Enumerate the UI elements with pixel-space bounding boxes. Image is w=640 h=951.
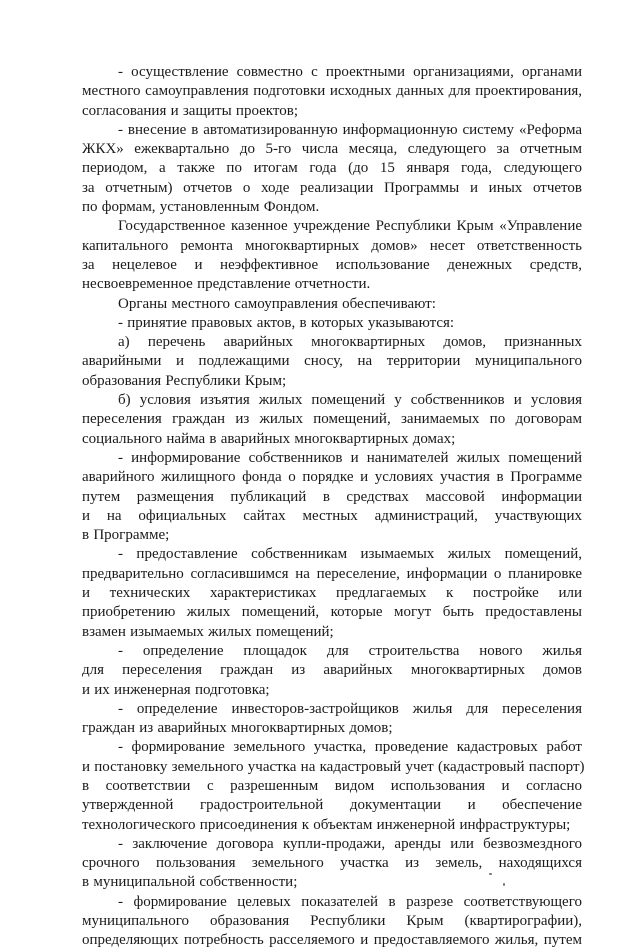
paragraph-item-a: [82, 333, 582, 391]
paragraph-land-plot: [82, 738, 585, 834]
text-line: социального найма в аварийных многоквартирных домах;: [82, 430, 456, 447]
text-line: - заключение договора купли-продажи, аренды или безвозмездного: [118, 835, 582, 852]
paragraph-project-cooperation: [82, 63, 582, 121]
paragraph-reform-zhkh: [82, 121, 582, 217]
scan-speck: [503, 883, 505, 886]
text-line: аварийного жилищного фонда о порядке и условиях участия в Программе: [82, 469, 582, 486]
text-line: для переселения граждан из аварийных многоквартирных домов: [82, 662, 582, 679]
text-line: согласования и защиты проектов;: [82, 102, 298, 119]
paragraph-providing-info: [82, 545, 582, 641]
text-line: утвержденной градостроительной документации и обеспечение: [82, 797, 582, 814]
paragraph-construction-sites: [82, 642, 582, 700]
text-line: несвоевременное представление отчетности.: [82, 276, 371, 293]
text-line: в Программе;: [82, 527, 170, 544]
text-line: и технических характеристиках предлагаемых к постройке или: [82, 585, 582, 602]
text-line: предварительно согласившимся на переселение, информации о планировке: [82, 565, 582, 582]
text-line: - формирование земельного участка, проведение кадастровых работ: [118, 739, 582, 756]
text-line: капитального ремонта многоквартирных домов» несет ответственность: [82, 237, 582, 254]
text-line: ЖКХ» ежеквартально до 5-го числа месяца, следующего за отчетным: [82, 141, 582, 158]
text-line: - информирование собственников и нанимателей жилых помещений: [118, 449, 582, 466]
paragraph-legal-acts: [82, 314, 582, 333]
text-line: - принятие правовых актов, в которых указываются:: [118, 314, 455, 331]
text-line: местного самоуправления подготовки исходных данных для проектирования,: [82, 83, 582, 100]
text-line: а) перечень аварийных многоквартирных домов, признанных: [118, 334, 582, 351]
text-line: по формам, установленным Фондом.: [82, 199, 320, 216]
scan-speck: [489, 873, 492, 875]
text-line: - определение площадок для строительства нового жилья: [118, 642, 582, 659]
text-line: переселения граждан из жилых помещений, занимаемых по договорам: [82, 411, 582, 428]
text-line: приобретению жилых помещений, которые могут быть предоставлены: [82, 604, 582, 621]
text-line: - осуществление совместно с проектными организациями, органами: [118, 64, 582, 80]
text-line: образования Республики Крым;: [82, 372, 287, 389]
paragraph-investors: [82, 700, 582, 739]
paragraph-land-contract: [82, 835, 582, 893]
text-line: и постановку земельного участка на кадастровый учет (кадастровый паспорт): [82, 758, 585, 775]
text-line: - предоставление собственникам изымаемых жилых помещений,: [118, 546, 582, 563]
text-line: - формирование целевых показателей в разрезе соответствующего: [118, 893, 582, 910]
text-line: муниципального образования Республики Крым (квартирографии),: [82, 913, 582, 930]
text-line: технологического присоединения к объектам инженерной инфраструктуры;: [82, 816, 571, 833]
document-body: [82, 63, 585, 951]
text-line: - определение инвесторов-застройщиков жилья для переселения: [118, 700, 582, 717]
paragraph-responsibility: [82, 217, 582, 294]
text-line: периодом, а также по итогам года (до 15 января года, следующего: [82, 160, 582, 177]
text-line: за отчетным) отчетов о ходе реализации Программы и иных отчетов: [82, 179, 582, 196]
text-line: и на официальных сайтах местных администраций, участвующих: [82, 507, 582, 524]
text-line: путем размещения публикаций в средствах массовой информации: [82, 488, 582, 505]
text-line: определяющих потребность расселяемого и предоставляемого жилья, путем: [82, 932, 582, 949]
paragraph-local-authorities: [82, 295, 582, 314]
text-line: - внесение в автоматизированную информационную систему «Реформа: [118, 121, 582, 138]
paragraph-target-indicators: [82, 893, 582, 951]
text-line: Органы местного самоуправления обеспечивают:: [118, 295, 436, 312]
text-line: б) условия изъятия жилых помещений у собственников и условия: [118, 392, 582, 409]
text-line: в соответствии с разрешенным видом использования и согласно: [82, 777, 582, 794]
text-line: взамен изымаемых жилых помещений;: [82, 623, 334, 640]
text-line: и их инженерная подготовка;: [82, 681, 270, 698]
text-line: граждан из аварийных многоквартирных домов;: [82, 720, 393, 737]
text-line: в муниципальной собственности;: [82, 874, 298, 891]
text-line: срочного пользования земельного участка из земель, находящихся: [82, 855, 582, 872]
text-line: Государственное казенное учреждение Республики Крым «Управление: [118, 218, 582, 235]
text-line: за нецелевое и неэффективное использование денежных средств,: [82, 256, 582, 273]
paragraph-informing-owners: [82, 449, 582, 545]
text-line: аварийными и подлежащими сносу, на территории муниципального: [82, 353, 582, 370]
paragraph-item-b: [82, 391, 582, 449]
